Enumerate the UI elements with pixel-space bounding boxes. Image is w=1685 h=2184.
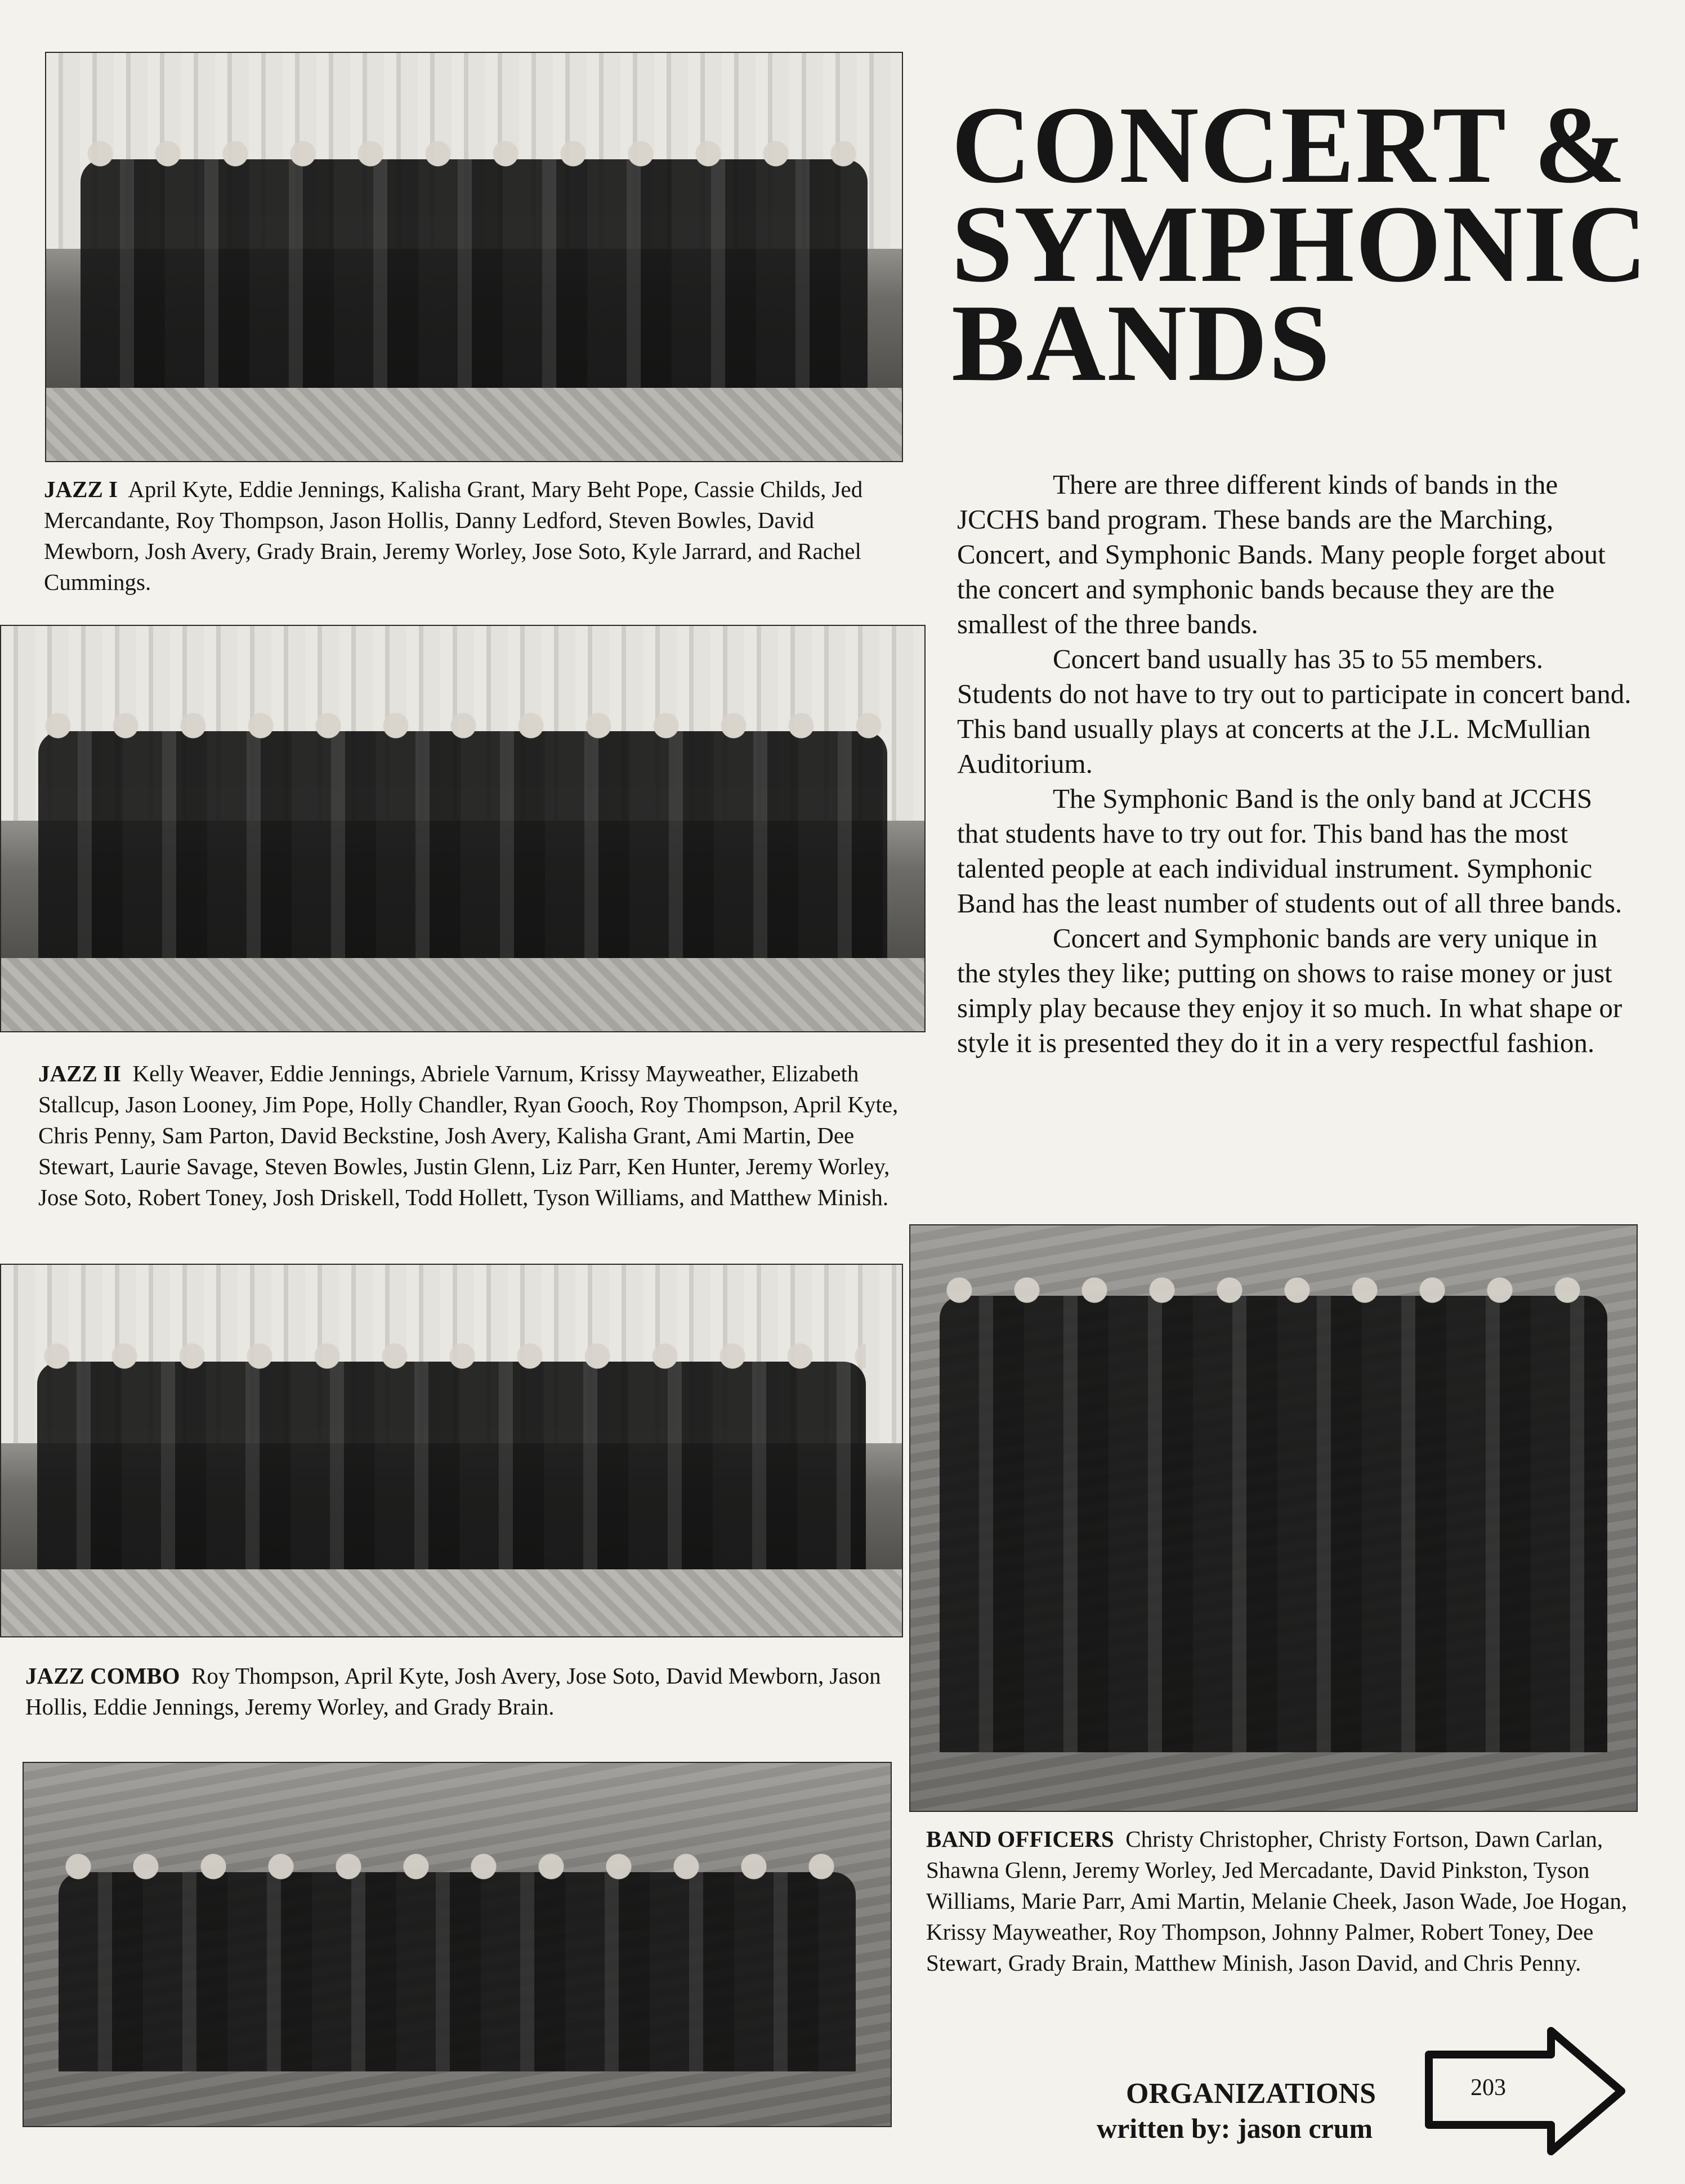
- author-credit: written by: jason crum: [1097, 2113, 1373, 2144]
- caption-jazz-1: [44, 474, 900, 598]
- photo-jazz-2: [0, 625, 926, 1032]
- caption-jazz-combo-names: Roy Thompson, April Kyte, Josh Avery, Jose Soto, David Mewborn, Jason Hollis, Eddie Jennings, Jeremy Worley, and Grady Brain.: [25, 1663, 881, 1720]
- article-paragraph-2: Concert band usually has 35 to 55 members. Students do not have to try out to participate in concert band. This band usually plays at concerts at the J.L. McMullian Auditorium.: [957, 643, 1632, 779]
- photo-concert-band: [23, 1762, 892, 2127]
- caption-jazz-2-label: JAZZ II: [38, 1060, 121, 1086]
- right-arrow-icon: [1424, 2026, 1627, 2156]
- caption-band-officers: [926, 1824, 1644, 1979]
- title-line-3: BANDS: [951, 282, 1331, 404]
- caption-jazz-1-label: JAZZ I: [44, 476, 118, 502]
- caption-band-officers-label: BAND OFFICERS: [926, 1826, 1114, 1852]
- caption-jazz-combo-label: JAZZ COMBO: [25, 1663, 180, 1689]
- photo-jazz-combo: [0, 1264, 903, 1637]
- title-line-2: SYMPHONIC: [951, 183, 1648, 305]
- caption-band-officers-names: Christy Christopher, Christy Fortson, Dawn Carlan, Shawna Glenn, Jeremy Worley, Jed Mercadante, David Pinkston, Tyson Williams, Marie Parr, Ami Martin, Melanie Cheek, Jason Wade, Joe Hogan, Krissy Mayweather, Roy Thompson, Johnny Palmer, Robert Toney, Dee Stewart, Grady Brain, Matthew Minish, Jason David, and Chris Penny.: [926, 1826, 1628, 1976]
- page-title: [951, 84, 1650, 404]
- caption-jazz-2: [38, 1058, 905, 1213]
- page-number: 203: [1471, 2075, 1506, 2101]
- article-paragraph-4: Concert and Symphonic bands are very unique in the styles they like; putting on shows to raise money or just simply play because they enjoy it so much. In what shape or style it is presented they do it in a very respectful fashion.: [957, 923, 1623, 1058]
- article-body: [957, 467, 1633, 1060]
- photo-band-officers: [909, 1224, 1638, 1812]
- caption-jazz-1-names: April Kyte, Eddie Jennings, Kalisha Grant, Mary Beht Pope, Cassie Childs, Jed Mercandante, Roy Thompson, Jason Hollis, Danny Ledford, Steven Bowles, David Mewborn, Josh Avery, Grady Brain, Jeremy Worley, Jose Soto, Kyle Jarrard, and Rachel Cummings.: [44, 476, 863, 595]
- title-line-1: CONCERT &: [951, 84, 1627, 206]
- section-label: ORGANIZATIONS: [1126, 2078, 1376, 2110]
- article-paragraph-3: The Symphonic Band is the only band at JCCHS that students have to try out for. This band has the most talented people at each individual instrument. Symphonic Band has the least number of students out of all three bands.: [957, 783, 1623, 919]
- article-paragraph-1: There are three different kinds of bands in the JCCHS band program. These bands are the Marching, Concert, and Symphonic Bands. Many people forget about the concert and symphonic bands because they are the smallest of the three bands.: [957, 469, 1606, 639]
- caption-jazz-2-names: Kelly Weaver, Eddie Jennings, Abriele Varnum, Krissy Mayweather, Elizabeth Stallcup, Jason Looney, Jim Pope, Holly Chandler, Ryan Gooch, Roy Thompson, April Kyte, Chris Penny, Sam Parton, David Beckstine, Josh Avery, Kalisha Grant, Ami Martin, Dee Stewart, Laurie Savage, Steven Bowles, Justin Glenn, Liz Parr, Ken Hunter, Jeremy Worley, Jose Soto, Robert Toney, Josh Driskell, Todd Hollett, Tyson Williams, and Matthew Minish.: [38, 1060, 899, 1210]
- photo-jazz-1: [45, 52, 903, 462]
- caption-jazz-combo: [25, 1661, 892, 1722]
